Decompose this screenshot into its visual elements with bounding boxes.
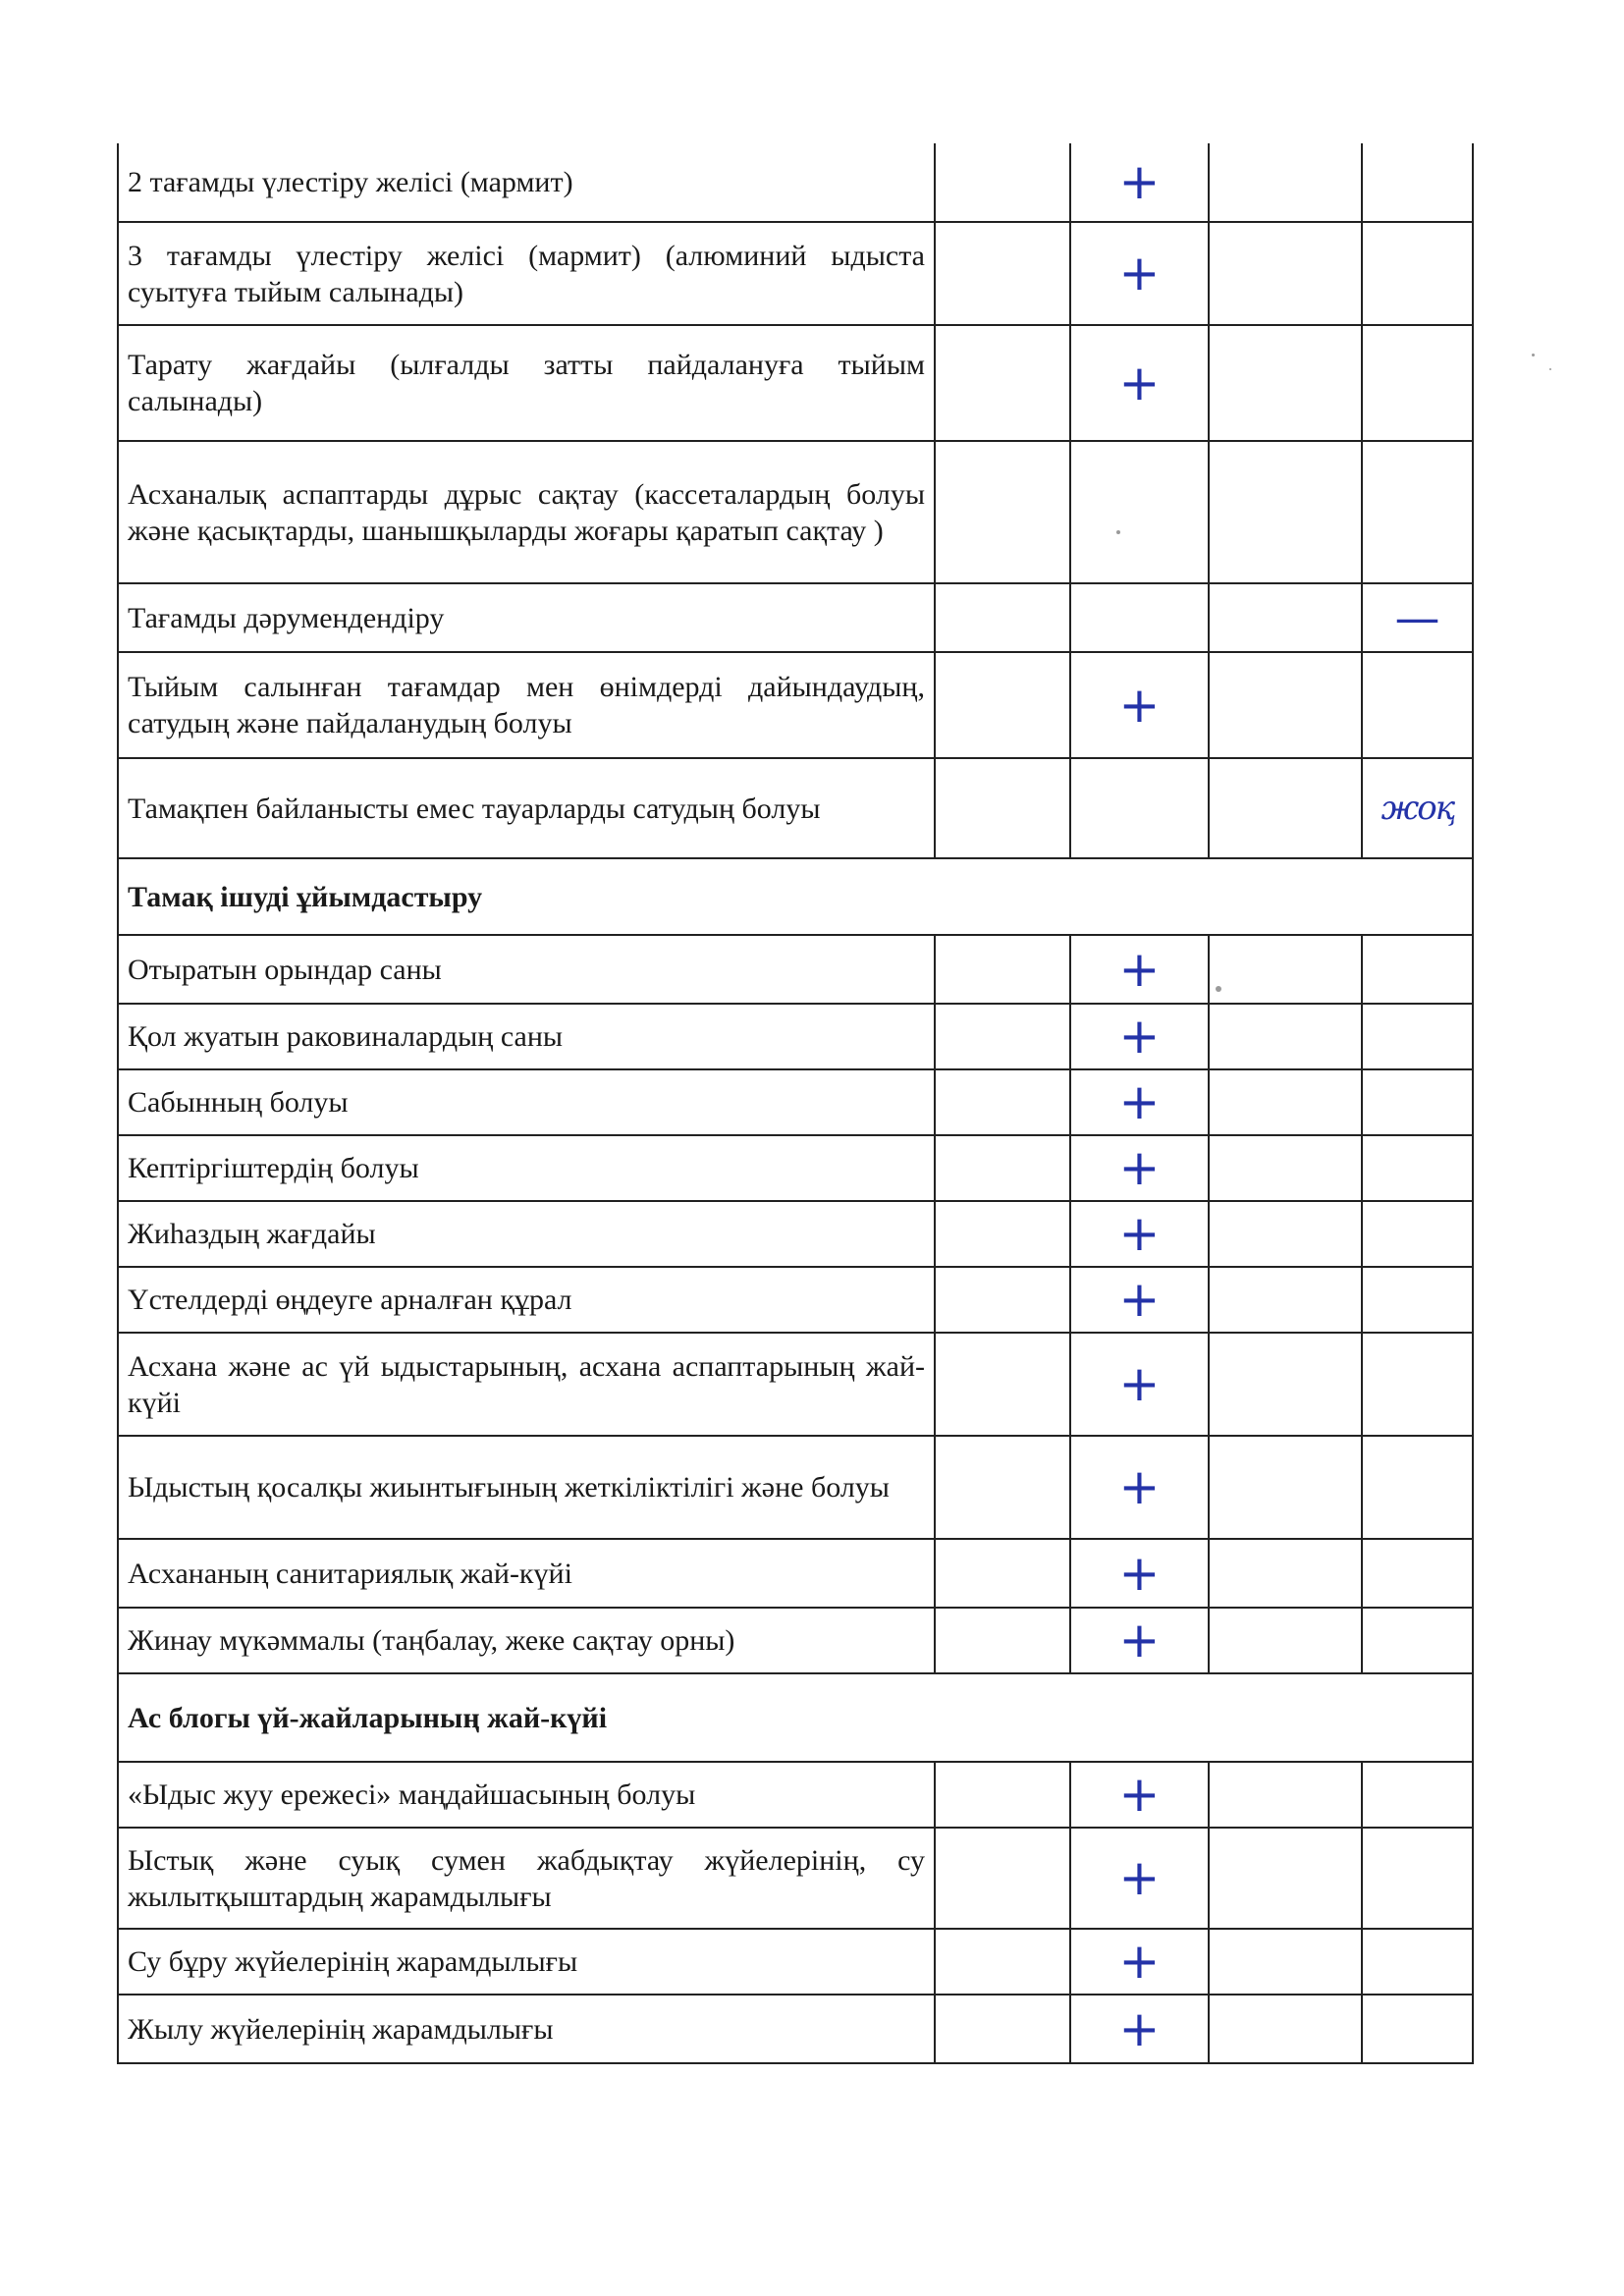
- criterion-text: Ыстық және суық сумен жабдықтау жүйелерінің, су жылытқыштардың жарамдылығы: [118, 1828, 935, 1929]
- mark-cell-col-4: [1362, 935, 1473, 1004]
- section-header-row: [118, 858, 1473, 935]
- handwritten-plus-mark: +: [1118, 1271, 1161, 1328]
- checklist-row: [118, 583, 1473, 652]
- mark-cell-col-3: [1209, 1608, 1362, 1673]
- mark-cell-col-4: [1362, 1004, 1473, 1069]
- mark-cell-col-4: [1362, 1436, 1473, 1539]
- mark-cell-col-3: [1209, 758, 1362, 858]
- checklist-row: [118, 1762, 1473, 1828]
- criterion-text: Тағамды дәрумендендіру: [118, 583, 935, 652]
- mark-cell-col-1: [935, 441, 1070, 583]
- mark-cell-col-1: [935, 1069, 1070, 1135]
- scan-speck: [1116, 530, 1120, 534]
- checklist-row: [118, 1995, 1473, 2063]
- mark-cell-col-3: [1209, 1135, 1362, 1201]
- mark-cell-col-1: [935, 1995, 1070, 2063]
- mark-cell-col-3: [1209, 143, 1362, 222]
- checklist-row: [118, 325, 1473, 441]
- checklist-body: [118, 143, 1473, 2063]
- mark-cell-col-4: [1362, 441, 1473, 583]
- mark-cell-col-1: [935, 1004, 1070, 1069]
- mark-cell-col-3: [1209, 1995, 1362, 2063]
- criterion-text: Ыдыстың қосалқы жиынтығының жеткіліктілігі және болуы: [118, 1436, 935, 1539]
- mark-cell-col-1: [935, 222, 1070, 325]
- checklist-row: [118, 652, 1473, 758]
- mark-cell-col-1: [935, 1929, 1070, 1995]
- section-header-row: [118, 1673, 1473, 1762]
- mark-cell-col-4: [1362, 1135, 1473, 1201]
- mark-cell-col-2: [1070, 1608, 1209, 1673]
- mark-cell-col-1: [935, 1267, 1070, 1333]
- handwritten-plus-mark: +: [1118, 676, 1161, 734]
- handwritten-plus-mark: +: [1118, 1355, 1161, 1412]
- mark-cell-col-2: [1070, 1267, 1209, 1333]
- criterion-text: Асхананың санитариялық жай-күйі: [118, 1539, 935, 1608]
- checklist-row: [118, 441, 1473, 583]
- criterion-text: 3 тағамды үлестіру желісі (мармит) (алюминий ыдыста суытуға тыйым салынады): [118, 222, 935, 325]
- mark-cell-col-3: [1209, 1828, 1362, 1929]
- mark-cell-col-3: [1209, 935, 1362, 1004]
- mark-cell-col-1: [935, 1762, 1070, 1828]
- mark-cell-col-3: [1209, 222, 1362, 325]
- checklist-row: [118, 1267, 1473, 1333]
- scan-speck: [1216, 986, 1221, 992]
- checklist-row: [118, 1069, 1473, 1135]
- mark-cell-col-4: [1362, 1762, 1473, 1828]
- criterion-text: Үстелдерді өңдеуге арналған құрал: [118, 1267, 935, 1333]
- mark-cell-col-4: [1362, 143, 1473, 222]
- mark-cell-col-2: [1070, 1069, 1209, 1135]
- inspection-checklist-table: [117, 143, 1474, 2064]
- mark-cell-col-1: [935, 325, 1070, 441]
- handwritten-plus-mark: +: [1118, 1999, 1161, 2057]
- criterion-text: Асханалық аспаптарды дұрыс сақтау (кассеталардың болуы және қасықтарды, шанышқыларды жоғары қаратып сақтау ): [118, 441, 935, 583]
- checklist-row: [118, 1333, 1473, 1436]
- mark-cell-col-2: [1070, 441, 1209, 583]
- mark-cell-col-2: [1070, 1539, 1209, 1608]
- criterion-text: Тыйым салынған тағамдар мен өнімдерді дайындаудың, сатудың және пайдаланудың болуы: [118, 652, 935, 758]
- mark-cell-col-1: [935, 1828, 1070, 1929]
- criterion-text: Кептіргіштердің болуы: [118, 1135, 935, 1201]
- mark-cell-col-1: [935, 652, 1070, 758]
- checklist-row: [118, 222, 1473, 325]
- mark-cell-col-1: [935, 143, 1070, 222]
- mark-cell-col-2: [1070, 1004, 1209, 1069]
- mark-cell-col-3: [1209, 1539, 1362, 1608]
- section-title: Ас блогы үй-жайларының жай-күйі: [118, 1673, 1473, 1762]
- handwritten-plus-mark: +: [1118, 1458, 1161, 1515]
- mark-cell-col-1: [935, 1201, 1070, 1267]
- handwritten-dash-mark: —: [1394, 591, 1440, 644]
- mark-cell-col-2: [1070, 1762, 1209, 1828]
- checklist-row: [118, 1608, 1473, 1673]
- mark-cell-col-1: [935, 1436, 1070, 1539]
- mark-cell-col-3: [1209, 1333, 1362, 1436]
- mark-cell-col-2: [1070, 935, 1209, 1004]
- mark-cell-col-3: [1209, 652, 1362, 758]
- criterion-text: Тамақпен байланысты емес тауарларды сатудың болуы: [118, 758, 935, 858]
- mark-cell-col-3: [1209, 1069, 1362, 1135]
- checklist-row: [118, 143, 1473, 222]
- criterion-text: Су бұру жүйелерінің жарамдылығы: [118, 1929, 935, 1995]
- handwritten-plus-mark: +: [1118, 153, 1161, 210]
- criterion-text: Отыратын орындар саны: [118, 935, 935, 1004]
- handwritten-plus-mark: +: [1118, 1008, 1161, 1065]
- criterion-text: 2 тағамды үлестіру желісі (мармит): [118, 143, 935, 222]
- mark-cell-col-2: [1070, 222, 1209, 325]
- mark-cell-col-2: [1070, 143, 1209, 222]
- criterion-text: Қол жуатын раковиналардың саны: [118, 1004, 935, 1069]
- mark-cell-col-2: [1070, 1929, 1209, 1995]
- checklist-row: [118, 1135, 1473, 1201]
- criterion-text: Жиһаздың жағдайы: [118, 1201, 935, 1267]
- checklist-row: [118, 935, 1473, 1004]
- mark-cell-col-3: [1209, 325, 1362, 441]
- mark-cell-col-3: [1209, 1267, 1362, 1333]
- mark-cell-col-2: [1070, 325, 1209, 441]
- checklist-row: [118, 1436, 1473, 1539]
- criterion-text: Асхана және ас үй ыдыстарының, асхана аспаптарының жай-күйі: [118, 1333, 935, 1436]
- mark-cell-col-2: [1070, 583, 1209, 652]
- checklist-row: [118, 1929, 1473, 1995]
- checklist-row: [118, 1539, 1473, 1608]
- mark-cell-col-2: [1070, 1436, 1209, 1539]
- criterion-text: Сабынның болуы: [118, 1069, 935, 1135]
- mark-cell-col-3: [1209, 1929, 1362, 1995]
- mark-cell-col-1: [935, 935, 1070, 1004]
- handwritten-plus-mark: +: [1118, 1849, 1161, 1906]
- mark-cell-col-4: [1362, 1929, 1473, 1995]
- handwritten-plus-mark: +: [1118, 1139, 1161, 1196]
- mark-cell-col-1: [935, 1539, 1070, 1608]
- mark-cell-col-1: [935, 1333, 1070, 1436]
- criterion-text: Жинау мүкәммалы (таңбалау, жеке сақтау орны): [118, 1608, 935, 1673]
- checklist-row: [118, 758, 1473, 858]
- handwritten-plus-mark: +: [1118, 245, 1161, 301]
- mark-cell-col-1: [935, 583, 1070, 652]
- handwritten-plus-mark: +: [1118, 940, 1161, 998]
- mark-cell-col-3: [1209, 1762, 1362, 1828]
- mark-cell-col-2: [1070, 1995, 1209, 2063]
- mark-cell-col-3: [1209, 583, 1362, 652]
- mark-cell-col-2: [1070, 1828, 1209, 1929]
- mark-cell-col-2: [1070, 1135, 1209, 1201]
- handwritten-plus-mark: +: [1118, 354, 1161, 411]
- checklist-row: [118, 1004, 1473, 1069]
- criterion-text: Жылу жүйелерінің жарамдылығы: [118, 1995, 935, 2063]
- handwritten-plus-mark: +: [1118, 1205, 1161, 1262]
- mark-cell-col-1: [935, 758, 1070, 858]
- handwritten-plus-mark: +: [1118, 1766, 1161, 1823]
- checklist-row: [118, 1201, 1473, 1267]
- mark-cell-col-4: [1362, 1333, 1473, 1436]
- mark-cell-col-3: [1209, 1004, 1362, 1069]
- mark-cell-col-4: [1362, 1267, 1473, 1333]
- mark-cell-col-2: [1070, 758, 1209, 858]
- mark-cell-col-1: [935, 1135, 1070, 1201]
- mark-cell-col-4: [1362, 1828, 1473, 1929]
- criterion-text: Тарату жағдайы (ылғалды затты пайдалануға тыйым салынады): [118, 325, 935, 441]
- mark-cell-col-4: [1362, 583, 1473, 652]
- mark-cell-col-4: [1362, 1201, 1473, 1267]
- section-title: Тамақ ішуді ұйымдастыру: [118, 858, 1473, 935]
- mark-cell-col-2: [1070, 1333, 1209, 1436]
- mark-cell-col-4: [1362, 1069, 1473, 1135]
- handwritten-plus-mark: +: [1118, 1933, 1161, 1990]
- mark-cell-col-4: [1362, 1608, 1473, 1673]
- mark-cell-col-3: [1209, 1436, 1362, 1539]
- mark-cell-col-4: [1362, 1539, 1473, 1608]
- scan-speck: [1549, 368, 1551, 370]
- mark-cell-col-4: [1362, 222, 1473, 325]
- mark-cell-col-4: [1362, 325, 1473, 441]
- handwritten-note: жоқ: [1380, 789, 1454, 828]
- mark-cell-col-4: [1362, 1995, 1473, 2063]
- mark-cell-col-3: [1209, 1201, 1362, 1267]
- mark-cell-col-4: [1362, 758, 1473, 858]
- mark-cell-col-1: [935, 1608, 1070, 1673]
- mark-cell-col-4: [1362, 652, 1473, 758]
- mark-cell-col-2: [1070, 652, 1209, 758]
- handwritten-plus-mark: +: [1118, 1612, 1161, 1668]
- mark-cell-col-3: [1209, 441, 1362, 583]
- criterion-text: «Ыдыс жуу ережесі» маңдайшасының болуы: [118, 1762, 935, 1828]
- handwritten-plus-mark: +: [1118, 1544, 1161, 1602]
- checklist-row: [118, 1828, 1473, 1929]
- scan-speck: [1532, 354, 1535, 356]
- mark-cell-col-2: [1070, 1201, 1209, 1267]
- handwritten-plus-mark: +: [1118, 1073, 1161, 1130]
